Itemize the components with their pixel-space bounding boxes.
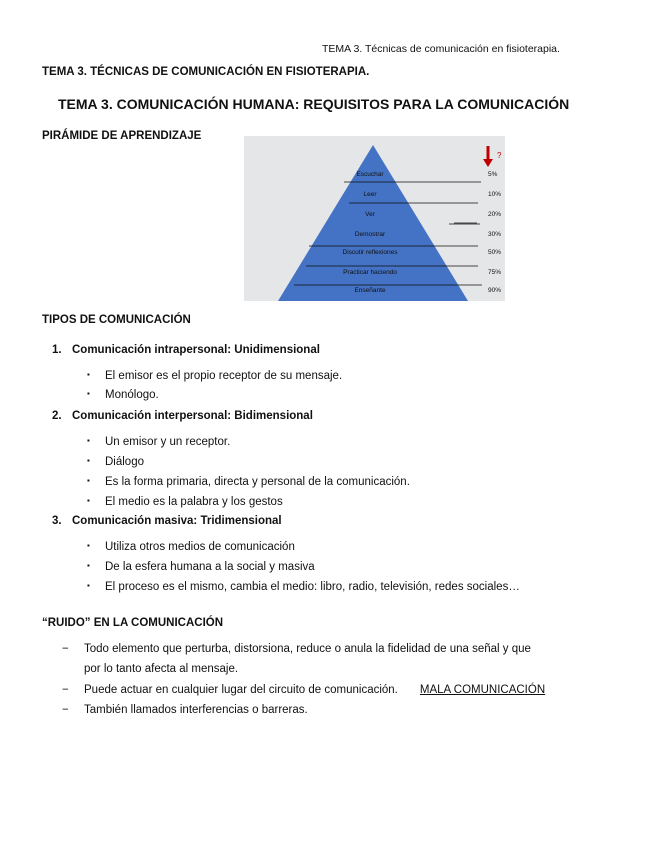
- tipo-1-number: 1.: [52, 344, 62, 356]
- ruido-item-2: − Puede actuar en cualquier lugar del circuito de comunicación. MALA COMUNICACIÓN: [62, 680, 545, 700]
- top-heading: TEMA 3. TÉCNICAS DE COMUNICACIÓN EN FISIOTERAPIA.: [42, 66, 370, 78]
- list-item: ▪ Utiliza otros medios de comunicación: [87, 541, 295, 553]
- pyramid-question-mark: ?: [497, 151, 502, 160]
- pyramid-heading: PIRÁMIDE DE APRENDIZAJE: [42, 130, 202, 142]
- pyramid-level-percent: 20%: [488, 211, 502, 218]
- pyramid-level-percent: 50%: [488, 249, 502, 256]
- tipo-2-number: 2.: [52, 410, 62, 422]
- pyramid-level-percent: 30%: [488, 231, 502, 238]
- pyramid-shape: [278, 145, 468, 301]
- mala-comunicacion-label: MALA COMUNICACIÓN: [419, 684, 546, 696]
- pyramid-level-percent: 90%: [488, 287, 502, 294]
- list-item: ▪ El proceso es el mismo, cambia el medio: libro, radio, televisión, redes sociales…: [87, 581, 520, 593]
- bullet-icon: ▪: [87, 581, 90, 590]
- list-item: ▪ Diálogo: [87, 456, 144, 468]
- tipo-3-title: [52, 515, 282, 527]
- bullet-icon: ▪: [87, 541, 90, 550]
- ruido-item-3: − También llamados interferencias o barreras.: [62, 700, 308, 720]
- tipo-3-label: Comunicación masiva: Tridimensional: [72, 515, 282, 527]
- list-item: ▪ Es la forma primaria, directa y personal de la comunicación.: [87, 476, 410, 488]
- bullet-icon: ▪: [87, 456, 90, 465]
- main-heading: TEMA 3. COMUNICACIÓN HUMANA: REQUISITOS PARA LA COMUNICACIÓN: [58, 96, 570, 112]
- pyramid-level-percent: 10%: [488, 191, 502, 198]
- tipo-1-title: [52, 344, 320, 356]
- pyramid-level-percent: 75%: [488, 269, 502, 276]
- list-item: ▪ Monólogo.: [87, 389, 159, 401]
- pyramid-level-label: Escuchar: [356, 171, 384, 178]
- pyramid-level-label: Practicar haciendo: [343, 269, 397, 276]
- bullet-icon: ▪: [87, 436, 90, 445]
- tipo-2-title: [52, 410, 313, 422]
- list-item: ▪ El medio es la palabra y los gestos: [87, 496, 283, 508]
- tipos-heading: TIPOS DE COMUNICACIÓN: [42, 314, 191, 326]
- running-header: TEMA 3. Técnicas de comunicación en fisioterapia.: [322, 43, 560, 55]
- pyramid-level-label: Enseñante: [354, 287, 386, 294]
- dash-icon: −: [62, 684, 69, 696]
- dash-icon: −: [62, 704, 69, 716]
- pyramid-level-label: Discutir reflexiones: [342, 249, 398, 256]
- dash-icon: −: [62, 643, 69, 655]
- bullet-icon: ▪: [87, 561, 90, 570]
- list-item: ▪ De la esfera humana a la social y masiva: [87, 561, 315, 573]
- list-item: ▪ Un emisor y un receptor.: [87, 436, 231, 448]
- tipo-2-label: Comunicación interpersonal: Bidimensional: [72, 410, 313, 422]
- bullet-icon: ▪: [87, 476, 90, 485]
- pyramid-level-label: Ver: [365, 211, 375, 218]
- learning-pyramid-figure: [244, 136, 505, 301]
- list-item: ▪ El emisor es el propio receptor de su mensaje.: [87, 370, 343, 382]
- bullet-icon: ▪: [87, 370, 90, 379]
- pyramid-svg: [244, 136, 505, 301]
- pyramid-level-label: Leer: [363, 191, 377, 198]
- ruido-heading: “RUIDO” EN LA COMUNICACIÓN: [42, 617, 224, 629]
- bullet-icon: ▪: [87, 496, 90, 505]
- ruido-item-1: − Todo elemento que perturba, distorsiona, reduce o anula la fidelidad de una señal y que por lo tanto afecta al mensaje.: [62, 639, 531, 679]
- down-arrow-icon: [483, 159, 493, 167]
- pyramid-level-label: Demostrar: [354, 231, 386, 238]
- tipo-3-number: 3.: [52, 515, 62, 527]
- pyramid-level-percent: 5%: [488, 171, 498, 178]
- tipo-1-label: Comunicación intrapersonal: Unidimensional: [72, 344, 320, 356]
- bullet-icon: ▪: [87, 389, 90, 398]
